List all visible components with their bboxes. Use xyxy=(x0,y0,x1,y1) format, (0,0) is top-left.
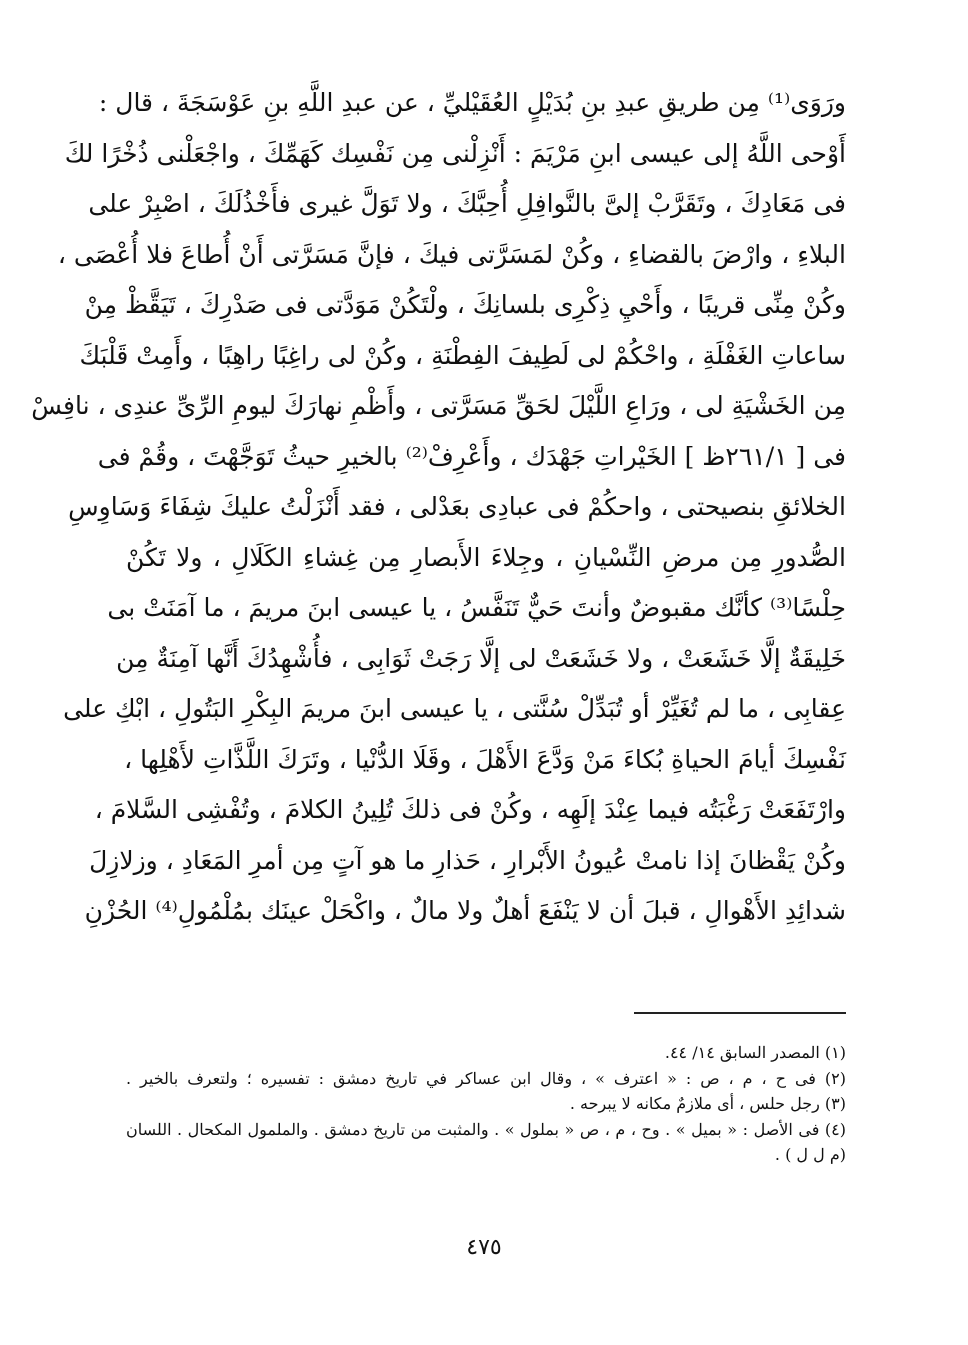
footnote-separator xyxy=(634,1012,846,1014)
text-line: وكُنْ مِنِّى قريبًا ، وأَحْيِ ذِكْرِى بلسانِكَ ، ولْتَكُنْ مَوَدَّتى فى صَدْرِكَ ، تَيَقَّظْ مِنْ xyxy=(84,290,846,319)
text-line: ساعاتِ الغَفْلَةِ ، واحْكُمْ لى لَطِيفَ الفِطْنَةِ ، وكُنْ لى راغِبًا راهِبًا ، وأَمِتْ قَلْبَكَ xyxy=(79,340,846,370)
main-text xyxy=(31,78,846,937)
text-line: حِلْسًا⁽³⁾ كأنَّك مقبوضٌ وأنتَ حَيٌّ تَنَفَّسُ ، يا عيسى ابنَ مريمَ ، ما آمَنَتْ بى xyxy=(107,593,846,622)
text-line: نَفْسِكَ أيامَ الحياةِ بُكاءَ مَنْ وَدَّعَ الأَهْلَ ، وقَلَا الدُّنْيا ، وتَرَكَ اللَّذَّاتِ لأَهْلِها ، xyxy=(124,744,846,774)
footnotes xyxy=(126,1040,846,1168)
text-line: الخلائقِ بنصيحتى ، واحكُمْ فى عبادِى بعَدْلى ، فقد أَنْزَلْتُ عليكَ شِفَاءَ وَسَاوِسِ xyxy=(68,492,846,521)
footnote: (٣) رجل حلس ، أى ملازمٌ مكانه لا يبرحه . xyxy=(569,1094,846,1113)
text-line: فى [ ٢٦١/١ظ ] الخَيْراتِ جَهْدَك ، وأَعْرِفْ⁽²⁾ بالخيرِ حيثُ تَوَجَّهْتَ ، وقُمْ فى xyxy=(97,441,846,471)
footnote: (٤) فى الأصل : « بميل » . وح ، م ، ص « بملول » . والمثبت من تاريخ دمشق . والملمول المكحال . اللسان xyxy=(126,1119,846,1139)
page-number: ٤٧٥ xyxy=(466,1235,502,1260)
text-line: وارْتَفَعَتْ رَغْبَتُه فيما عِنْدَ إلَهِه ، وكُنْ فى ذلكَ تُلِينُ الكلامَ ، وتُفْشِى السَّلامَ ، xyxy=(94,795,846,824)
text-line: مِن الخَشْيَةِ لى ، ورَاعِ اللَّيْلَ لحَقِّ مَسَرَّتى ، وأَظْمِ نهارَكَ ليومِ الرِّىِّ عندِى ، نافِسْ xyxy=(31,391,846,420)
footnote: (٢) فى ح ، م ، ص : « اعترف » ، وقال ابن عساكر في تاريخ دمشق : تفسيره ؛ ولتعرف بالخير . xyxy=(126,1068,846,1088)
text-line: عِقابِى ، ما لم تُغَيِّرْ أو تُبَدِّلْ سُنَّتى ، يا عيسى ابنَ مريمَ البِكْرِ البَتُولِ ، ابْكِ على xyxy=(63,694,846,723)
text-line: شدائِدِ الأَهْوالِ ، قبلَ أن لا يَنْفَعَ أهلٌ ولا مالٌ ، واكْحَلْ عينَك بمُلْمُولِ⁽⁴⁾ الحُزْنِ xyxy=(84,896,846,925)
text-line: أَوْحى اللَّهُ إلى عيسى ابنِ مَرْيَمَ : أَنْزِلْنى مِن نَفْسِك كَهَمِّكَ ، واجْعَلْنى ذُخْرًا لكَ xyxy=(64,138,846,168)
text-line: الصُّدورِ مِن مرضِ النِّسْيانِ ، وجِلاءَ الأَبصارِ مِن غِشاءِ الكَلَالِ ، ولا تَكُنْ xyxy=(126,542,846,572)
text-line: البلاءِ ، وارْضَ بالقضاءِ ، وكُنْ لمَسَرَّتى فيكَ ، فإنَّ مَسَرَّتى أَنْ أُطاعَ فلا أُعْصَى ، xyxy=(57,239,846,269)
text-line: خَلِيقَةٌ إلَّا خَشَعَتْ ، ولا خَشَعَتْ لى إلَّا رَجَتْ ثَوَابِى ، فأُشْهِدُكَ أَنَّها آمِنَةٌ مِن xyxy=(116,643,846,673)
text-line: وكُنْ يَقْظانَ إذا نامتْ عُيونُ الأَبْرارِ ، حَذارِ ما هو آتٍ مِن أمرِ المَعَادِ ، وزلازِلَ xyxy=(89,845,846,875)
text-line: ورَوَى⁽¹⁾ مِن طريقِ عبدِ بنِ بُدَيْلٍ العُقَيْليِّ ، عن عبدِ اللَّهِ بنِ عَوْسَجَةَ ، قال : xyxy=(98,88,846,117)
footnote: (١) المصدر السابق ١٤/ ٤٤. xyxy=(664,1043,846,1062)
text-line: فى مَعَادِكَ ، وتَقَرَّبْ إلىَّ بالنَّوافِلِ أُحِبَّكَ ، ولا تَوَلَّ غيرى فأَخْذُلَكَ ، اصْبِرْ على xyxy=(88,189,846,218)
footnote: (م ل ل ) . xyxy=(774,1145,846,1164)
